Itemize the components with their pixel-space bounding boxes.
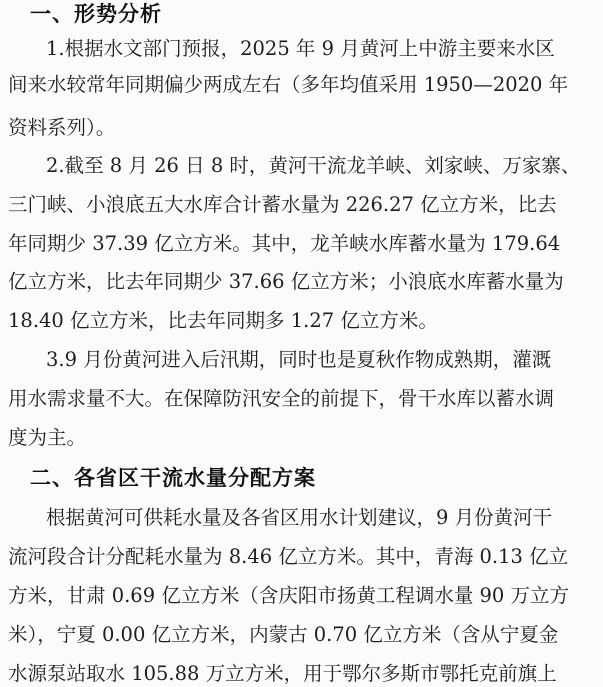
paragraph-line: 年同期少 37.39 亿立方米。其中，龙羊峡水库蓄水量为 179.64 bbox=[8, 232, 561, 255]
paragraph-line: 亿立方米，比去年同期少 37.66 亿立方米；小浪底水库蓄水量为 bbox=[8, 270, 564, 293]
paragraph-line: 用水需求量不大。在保障防汛安全的前提下，骨干水库以蓄水调 bbox=[8, 387, 555, 410]
paragraph-line: 间来水较常年同期偏少两成左右（多年均值采用 1950—2020 年 bbox=[8, 73, 569, 96]
section-heading-water-allocation: 二、各省区干流水量分配方案 bbox=[30, 466, 316, 490]
paragraph-line: 方米，甘肃 0.69 亿立方米（含庆阳市扬黄工程调水量 90 万立方 bbox=[8, 584, 570, 607]
paragraph-line: 根据黄河可供耗水量及各省区用水计划建议，9 月份黄河干 bbox=[46, 506, 553, 529]
paragraph-line: 18.40 亿立方米，比去年同期多 1.27 亿立方米。 bbox=[8, 309, 438, 332]
paragraph-line: 资料系列）。 bbox=[8, 116, 116, 139]
paragraph-line: 流河段合计分配耗水量为 8.46 亿立方米。其中，青海 0.13 亿立 bbox=[8, 545, 569, 568]
paragraph-line: 米），宁夏 0.00 亿立方米，内蒙古 0.70 亿立方米（含从宁夏金 bbox=[8, 623, 559, 646]
paragraph-line: 1.根据水文部门预报，2025 年 9 月黄河上中游主要来水区 bbox=[46, 37, 555, 60]
paragraph-line: 水源泵站取水 105.88 万立方米，用于鄂尔多斯市鄂托克前旗上 bbox=[8, 662, 557, 685]
paragraph-line: 度为主。 bbox=[8, 426, 87, 449]
paragraph-line: 3.9 月份黄河进入后汛期，同时也是夏秋作物成熟期，灌溉 bbox=[46, 348, 552, 371]
section-heading-situation-analysis: 一、形势分析 bbox=[30, 2, 162, 26]
paragraph-line: 三门峡、小浪底五大水库合计蓄水量为 226.27 亿立方米，比去 bbox=[8, 193, 557, 216]
paragraph-line: 2.截至 8 月 26 日 8 时，黄河干流龙羊峡、刘家峡、万家寨、 bbox=[46, 154, 581, 177]
